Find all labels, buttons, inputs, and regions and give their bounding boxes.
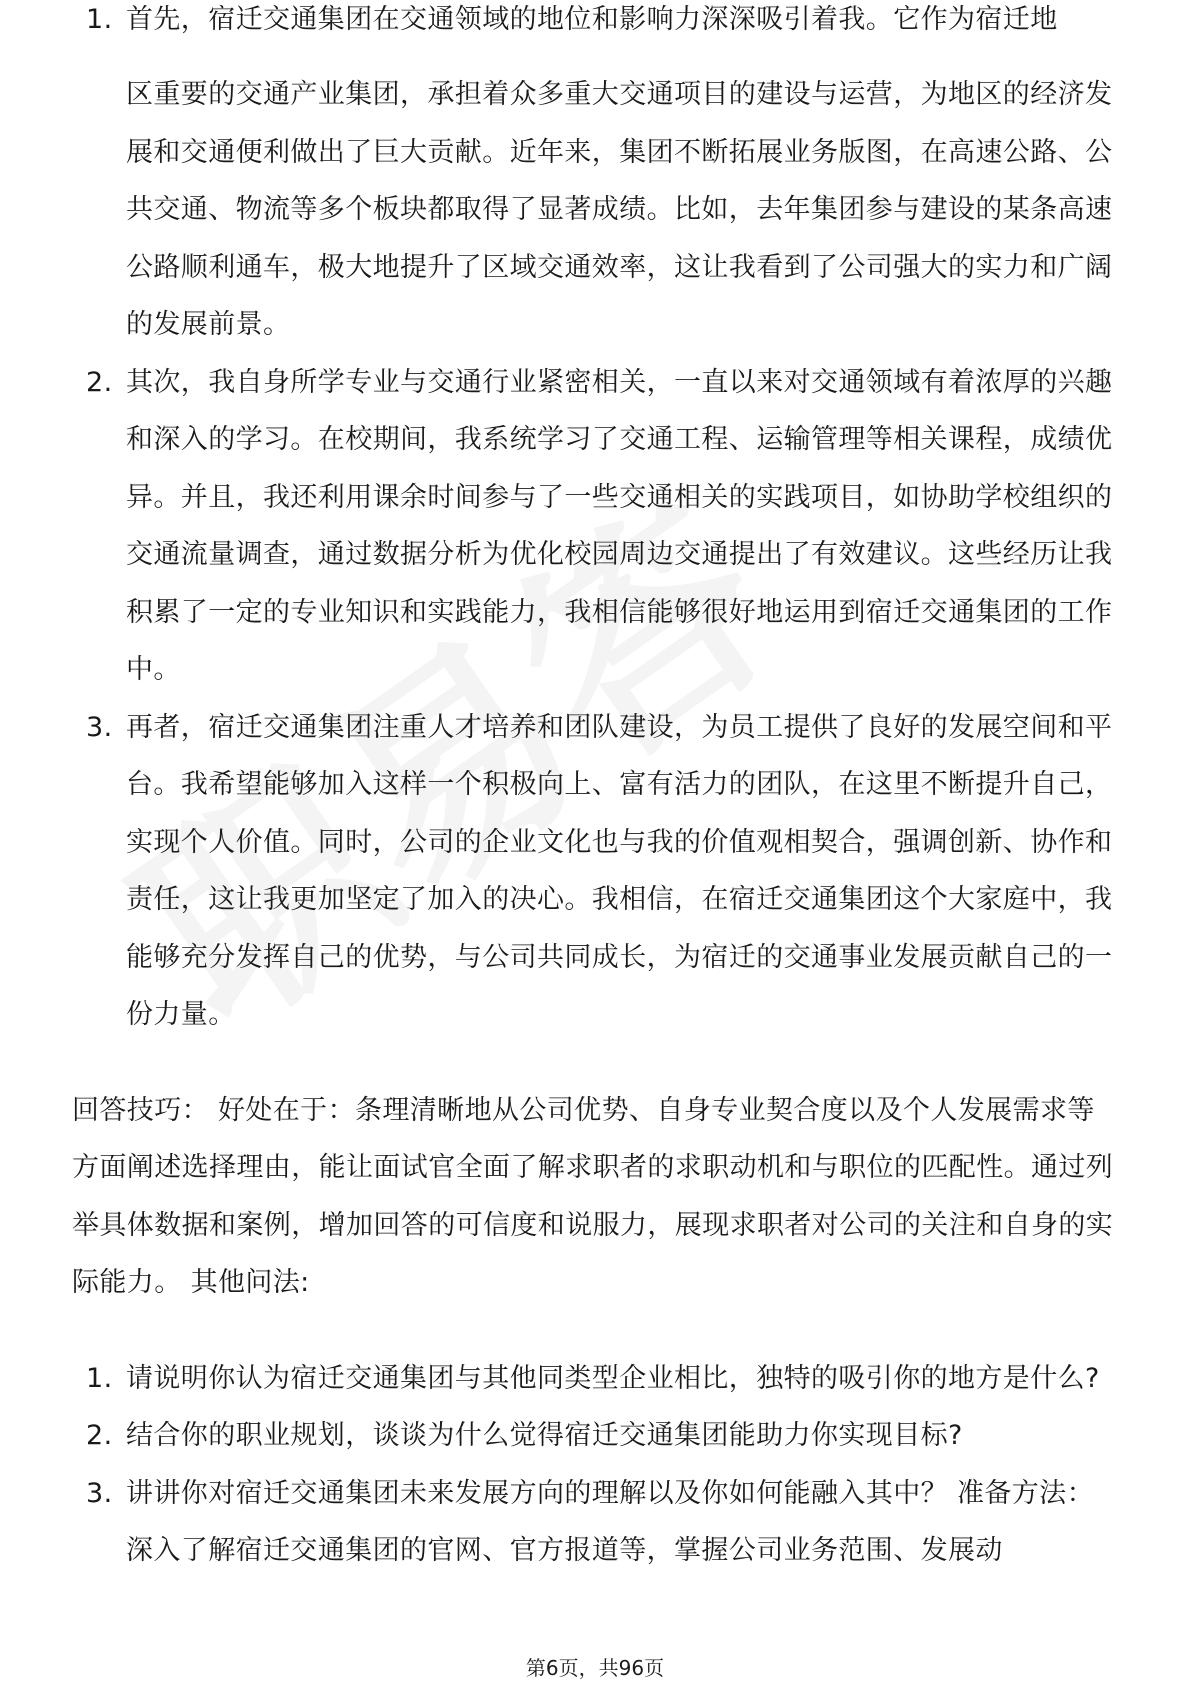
list-item xyxy=(72,1350,1122,1408)
list-item-text: 其次，我自身所学专业与交通行业紧密相关，一直以来对交通领域有着浓厚的兴趣和深入的学习。在校期间，我系统学习了交通工程、运输管理等相关课程，成绩优异。并且，我还利用课余时间参与了一些交通相关的实践项目，如协助学校组织的交通流量调查，通过数据分析为优化校园周边交通提出了有效建议。这些经历让我积累了一定的专业知识和实践能力，我相信能够很好地运用到宿迁交通集团的工作中。 xyxy=(126,366,1113,685)
list-number: 2. xyxy=(86,1420,113,1451)
page-content xyxy=(72,4,1122,1580)
list-item-text: 再者，宿迁交通集团注重人才培养和团队建设，为员工提供了良好的发展空间和平台。我希望能够加入这样一个积极向上、富有活力的团队，在这里不断提升自己，实现个人价值。同时，公司的企业文化也与我的价值观相契合，强调创新、协作和责任，这让我更加坚定了加入的决心。我相信，在宿迁交通集团这个大家庭中，我能够充分发挥自己的优势，与公司共同成长，为宿迁的交通事业发展贡献自己的一份力量。 xyxy=(126,711,1113,1030)
other-questions-list xyxy=(72,1350,1122,1580)
list-item-text: 结合你的职业规划，谈谈为什么觉得宿迁交通集团能助力你实现目标? xyxy=(126,1420,963,1451)
list-number: 3. xyxy=(86,711,113,743)
page-number-footer: 第6页，共96页 xyxy=(525,1656,665,1680)
list-item-text: 讲讲你对宿迁交通集团未来发展方向的理解以及你如何能融入其中？ 准备方法： 深入了解宿迁交通集团的官网、官方报道等，掌握公司业务范围、发展动 xyxy=(126,1477,1094,1566)
list-number: 1. xyxy=(86,1362,113,1394)
spacer xyxy=(72,1312,1122,1350)
list-item-text: 区重要的交通产业集团，承担着众多重大交通项目的建设与运营，为地区的经济发展和交通便利做出了巨大贡献。近年来，集团不断拓展业务版图，在高速公路、公共交通、物流等多个板块都取得了显著成绩。比如，去年集团参与建设的某条高速公路顺利通车，极大地提升了区域交通效率，这让我看到了公司强大的实力和广阔的发展前景。 xyxy=(126,79,1113,340)
list-number: 3. xyxy=(86,1477,113,1509)
list-item xyxy=(72,4,1122,354)
cut-off-top-line xyxy=(86,4,1122,48)
spacer xyxy=(72,1044,1122,1082)
reasons-list xyxy=(72,4,1122,1044)
tips-paragraph: 回答技巧： 好处在于：条理清晰地从公司优势、自身专业契合度以及个人发展需求等方面阐述选择理由，能让面试官全面了解求职者的求职动机和与职位的匹配性。通过列举具体数据和案例，增加回答的可信度和说服力，展现求职者对公司的关注和自身的实际能力。 其他问法: xyxy=(72,1094,1114,1298)
list-number: 1. xyxy=(86,4,113,35)
list-item xyxy=(72,1465,1122,1580)
list-item xyxy=(72,1407,1122,1465)
list-item xyxy=(72,354,1122,699)
list-number: 2. xyxy=(86,366,113,398)
list-item xyxy=(72,699,1122,1044)
list-item-text: 请说明你认为宿迁交通集团与其他同类型企业相比，独特的吸引你的地方是什么? xyxy=(126,1362,1100,1394)
cut-off-text: 首先，宿迁交通集团在交通领域的地位和影响力深深吸引着我。它作为宿迁地 xyxy=(126,4,1058,35)
